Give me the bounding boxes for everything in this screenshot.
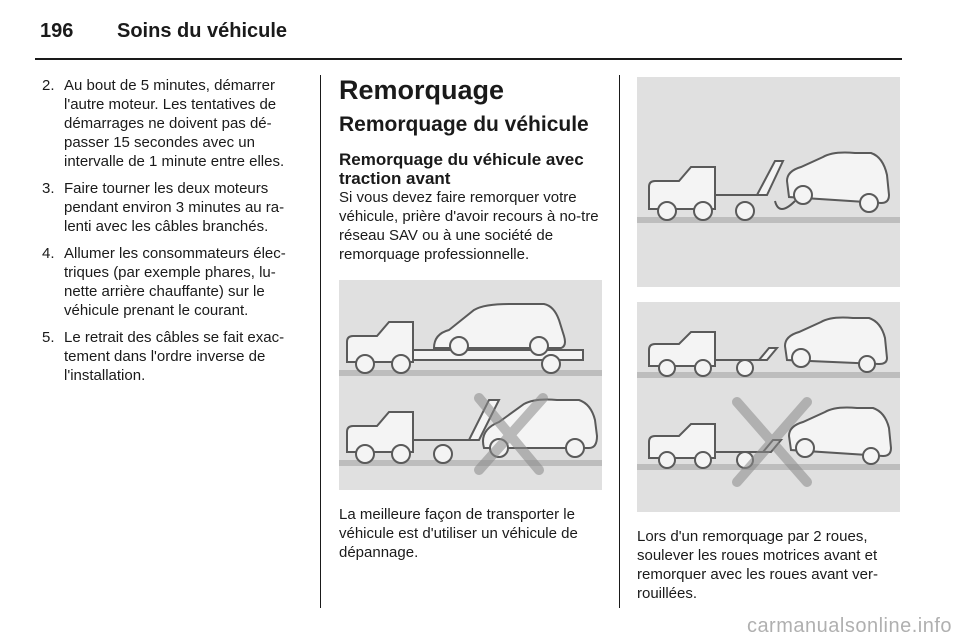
right-caption-block — [637, 527, 902, 603]
dolly-tow-illustration — [637, 302, 900, 512]
column-divider-right — [619, 75, 620, 608]
caption-text: La meilleure façon de transporter le véhicule est d'utiliser un véhicule de dépannage. — [339, 506, 578, 561]
step-text: Au bout de 5 minutes, démarrer l'autre moteur. Les tentatives de démarrages ne doivent pas dé-passer 15 secondes avec un intervalle de 1 minute entre elles. — [64, 77, 285, 170]
step-text: Faire tourner les deux moteurs pendant environ 3 minutes au ra-lenti avec les câbles branchés. — [64, 180, 285, 235]
step-number: 3. — [42, 180, 55, 197]
section-subheading: Remorquage du véhicule — [339, 113, 589, 136]
two-wheel-tow-drawing — [637, 77, 900, 287]
list-item — [40, 244, 305, 320]
caption-block — [339, 505, 604, 562]
intro-paragraph: Si vous devez faire remorquer votre véhicule, prière d'avoir recours à no-tre réseau SAV ou à une société de remorquage professionnelle. — [339, 189, 599, 263]
steps-list — [40, 76, 305, 385]
two-wheel-tow-illustration — [637, 77, 900, 287]
flatbed-tow-illustration — [339, 280, 602, 490]
list-item — [40, 328, 305, 385]
chapter-title: Soins du véhicule — [117, 20, 288, 42]
right-caption-text: Lors d'un remorquage par 2 roues, soulever les roues motrices avant et remorquer avec les roues avant ver-rouillées. — [637, 528, 878, 602]
page-header — [0, 0, 960, 62]
list-item — [40, 76, 305, 171]
column-divider-left — [320, 75, 321, 608]
step-text: Le retrait des câbles se fait exac-tement dans l'ordre inverse de l'installation. — [64, 329, 285, 384]
step-number: 4. — [42, 245, 55, 262]
list-item — [40, 179, 305, 236]
tow-chain — [775, 201, 795, 209]
watermark: carmanualsonline.info — [746, 615, 952, 637]
step-text: Allumer les consommateurs élec-triques (par exemple phares, lu-nette arrière chauffante) sur le véhicule prenant le courant. — [64, 245, 286, 319]
page-number: 196 — [40, 20, 74, 42]
header-rule — [35, 58, 902, 60]
section-subsubheading: Remorquage du véhicule avec traction avant — [339, 150, 584, 188]
towing-column — [339, 74, 604, 264]
flatbed-tow-drawing — [339, 280, 602, 490]
step-number: 2. — [42, 77, 55, 94]
dolly-tow-drawing — [637, 302, 900, 512]
step-number: 5. — [42, 329, 55, 346]
steps-column — [40, 76, 305, 393]
section-heading: Remorquage — [339, 75, 505, 105]
